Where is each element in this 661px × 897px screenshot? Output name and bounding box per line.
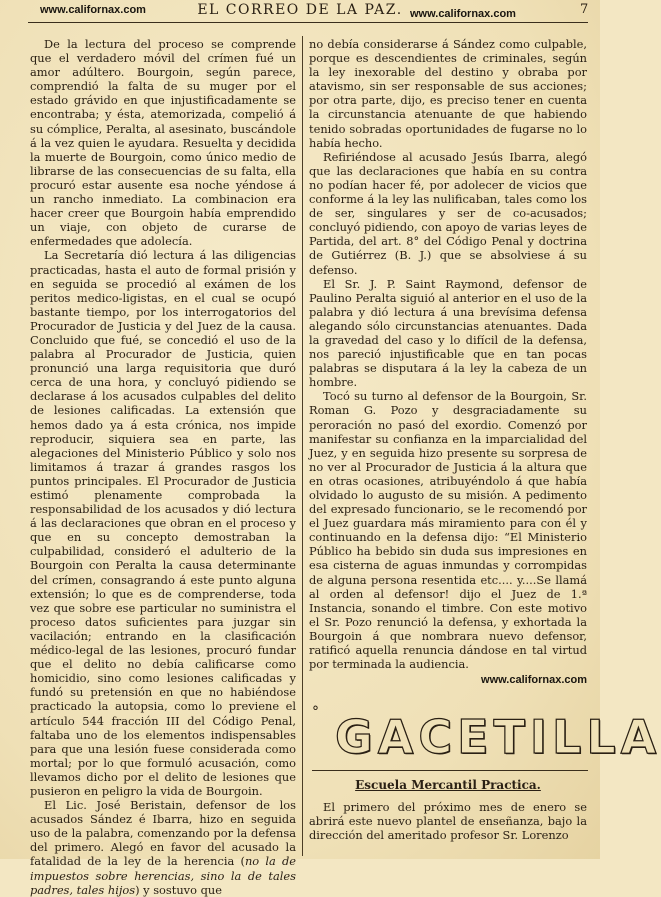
left-paragraph-3-italic: no la de impuestos sobre herencias, sino la de tales padres, tales hijos xyxy=(30,854,296,897)
left-column xyxy=(30,37,296,897)
right-paragraph-1: no debía considerarse á Sández como culpable, porque es descendientes de criminales, según la ley inexorable del destino y obraba por atavismo, sin ser responsable de sus acciones; por otra parte, dijo, es preciso tener en cuenta la circunstancia atenuante de que habiendo tenido sobradas oportunidades de fugarse no lo había hecho. xyxy=(309,37,587,150)
right-paragraph-4: Tocó su turno al defensor de la Bourgoin, Sr. Roman G. Pozo y desgraciadamente su peroración no pasó del exordio. Comenzó por manifestar su confianza en la imparcialidad del Juez, y en seguida hizo presente su sorpresa de no ver al Procurador de Justicia á la altura que en otras ocasiones, atribuyéndolo á que había olvidado lo augusto de su misión. A pedimento del expresado funcionario, se le recomendó por el Juez guardara más miramiento para con él y continuando en la defensa dijo: “El Ministerio Público ha bebido sin duda sus impresiones en esa cisterna de aguas inmundas y corrompidas de alguna persona resentida etc.... y....Se llamá al orden al defensor! dijo el Juez de 1.ª Instancia, sonando el timbre. Con este motivo el Sr. Pozo renunció la defensa, y exhortada la Bourgoin á que nombrara nuevo defensor, ratificó aquella renuncia dándose en tal virtud por terminada la audiencia. xyxy=(309,389,587,672)
header-rule xyxy=(28,22,588,23)
right-paragraph-3: El Sr. J. P. Saint Raymond, defensor de Paulino Peralta siguió al anterior en el uso de la palabra y dió lectura á una brevísima defensa alegando sólo circunstancias atenuantes. Dada la gravedad del caso y lo difícil de la defensa, nos pareció injustificable que en tan pocas palabras se disputara á la ley la cabeza de un hombre. xyxy=(309,276,587,390)
left-paragraph-3 xyxy=(30,798,296,897)
gacetilla-rule xyxy=(312,770,588,771)
left-paragraph-2: La Secretaría dió lectura á las diligencias practicadas, hasta el auto de formal prisión y en seguida se procedió al exámen de los peritos medico-ligistas, en el cual se ocupó bastante tiempo, por los interrogatorios del Procurador de Justicia y del Juez de la causa. Concluido que fué, se concedió el uso de la palabra al Procurador de Justicia, quien pronunció una larga requisitoria que duró cerca de una hora, y concluyó pidiendo se declarase á los acusados culpables del delito de lesiones calificadas. La extensión que hemos dado ya á esta crónica, nos impide reproducir, siquiera sea en parte, las alegaciones del Ministerio Público y solo nos limitamos á trazar á grandes rasgos los puntos principales. El Procurador de Justicia estimó plenamente comprobada la responsabilidad de los acusados y dió lectura á las declaraciones que obran en el proceso y que en su concepto demostraban la culpabilidad, consideró el adulterio de la Bourgoin con Peralta la causa determinante del crímen, consagrando á este punto alguna extensión; lo que es de comprenderse, toda vez que sobre ese particular no suministra el proceso datos suficientes para juzgar sin vacilación; entrando en la clasificación médico-legal de las lesiones, procuró fundar que el delito no debía calificarse como homicidio, sino como lesiones calificadas y fundó su pretensión en que no habiéndose practicado la autopsia, como lo previene el artículo 544 fracción III del Código Penal, faltaba uno de los elementos indispensables para que una lesión fuese considerada como mortal; por lo que formuló acusación, como llevamos dicho por el delito de lesiones que pusieron en peligro la vida de Bourgoin. xyxy=(30,248,296,798)
left-paragraph-1: De la lectura del proceso se comprende que el verdadero móvil del crímen fué un amor adúltero. Bourgoin, según parece, comprendió la falta de su muger por el estado grávido en que injustificadamente se encontraba; y ésta, atemorizada, compelió á su cómplice, Peralta, al asesinato, buscándole á la vez quien le ayudara. Resuelta y decidida la muerte de Bourgoin, como único medio de librarse de las consecuencias de su falta, ella procuró estar ausente esa noche yéndose á un rancho inmediato. La combinacion era hacer creer que Bourgoin había emprendido un viaje, con objeto de curarse de enfermedades que adolecía. xyxy=(30,37,296,249)
gacetilla-heading: GACETILLA xyxy=(335,710,661,764)
column-divider xyxy=(302,36,303,856)
right-column xyxy=(309,37,587,687)
gacetilla-subheading: Escuela Mercantil Practica. xyxy=(355,778,541,792)
watermark-left: www.californax.com xyxy=(40,4,146,16)
left-paragraph-3-end: ) y sostuvo que xyxy=(135,882,222,897)
page-number: 7 xyxy=(580,2,589,17)
newspaper-title: EL CORREO DE LA PAZ. xyxy=(197,2,403,18)
right-paragraph-2: Refiriéndose al acusado Jesús Ibarra, alegó que las declaraciones que había en su contra no podían hacer fé, por adolecer de vicios que conforme á la ley las nulificaban, tales como los de ser, singulares y ser de co-acusados; concluyó pidiendo, con apoyo de varias leyes de Partida, del art. 8° del Código Penal y doctrina de Gutiérrez (B. J.) que se absolviese á su defenso. xyxy=(309,149,587,277)
left-paragraph-3-text: El Lic. José Beristain, defensor de los acusados Sández é Ibarra, hizo en seguida uso de la palabra, comenzando por la defensa del primero. Alegó en favor del acusado la fatalidad de la ley de la herencia ( xyxy=(30,798,296,869)
section-bullet: ° xyxy=(312,704,319,720)
gacetilla-paragraph: El primero del próximo mes de enero se abrirá este nuevo plantel de enseñanza, bajo la dirección del ameritado profesor Sr. Lorenzo xyxy=(309,800,587,843)
gacetilla-body xyxy=(309,800,587,842)
page-header xyxy=(0,0,600,24)
watermark-right: www.californax.com xyxy=(410,8,516,20)
watermark-inline: www.californax.com xyxy=(481,674,587,687)
